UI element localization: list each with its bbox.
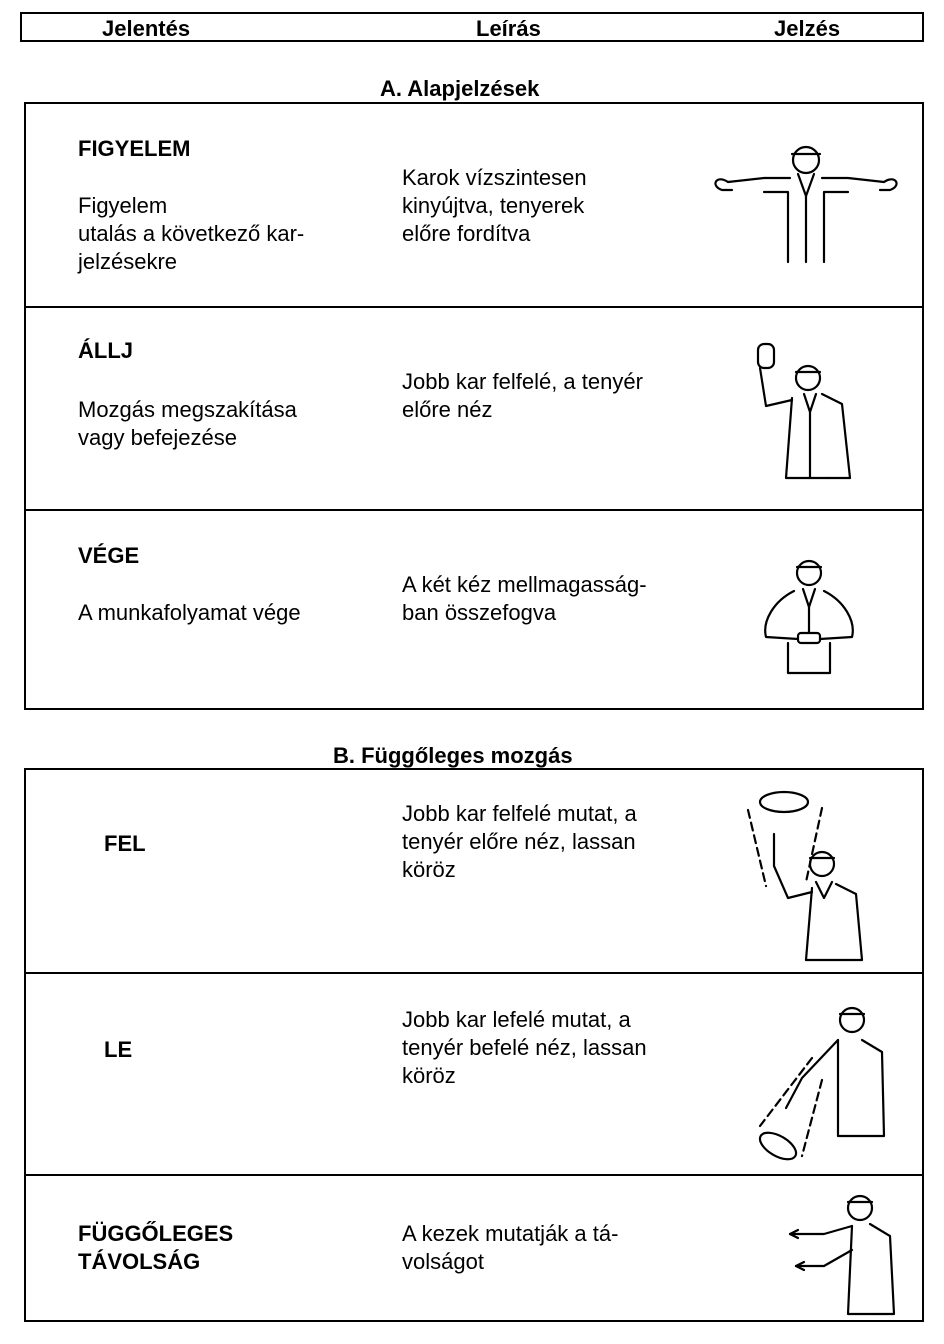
signal-up-icon [736, 786, 876, 964]
signal-title: FEL [104, 831, 146, 856]
signal-vertical-distance-icon [784, 1186, 924, 1321]
signal-row-vertical-distance [26, 1174, 922, 1324]
header-description: Leírás [476, 16, 541, 41]
header-meaning: Jelentés [102, 16, 191, 41]
signal-description: A két kéz mellmagasság- ban összefogva [402, 572, 647, 625]
column-header [20, 12, 924, 42]
signal-description: Jobb kar felfelé, a tenyér előre néz [402, 369, 643, 422]
signal-meaning: Figyelem utalás a következő kar- jelzésekre [78, 193, 305, 274]
section-a-panel [24, 102, 924, 710]
signal-title: FÜGGŐLEGES TÁVOLSÁG [78, 1221, 234, 1274]
signal-row-down [26, 972, 922, 1174]
signal-title: VÉGE [78, 543, 140, 568]
section-b-title: B. Függőleges mozgás [333, 743, 573, 768]
signal-row-stop [26, 306, 922, 509]
signal-end-icon [754, 551, 864, 681]
signal-title: LE [104, 1037, 133, 1062]
section-b-panel [24, 768, 924, 1322]
signal-down-icon [742, 996, 902, 1172]
signal-meaning: Mozgás megszakítása vagy befejezése [78, 397, 297, 450]
signal-row-end [26, 509, 922, 712]
signal-description: Jobb kar lefelé mutat, a tenyér befelé néz, lassan köröz [402, 1007, 647, 1088]
header-signal: Jelzés [774, 16, 841, 41]
signal-meaning: A munkafolyamat vége [78, 600, 301, 625]
signal-stop-icon [746, 338, 876, 483]
section-a-title: A. Alapjelzések [380, 76, 540, 101]
signal-row-attention [26, 104, 922, 306]
signal-title: ÁLLJ [78, 338, 133, 363]
signal-description: A kezek mutatják a tá- volságot [402, 1221, 619, 1274]
signal-attention-icon [706, 134, 906, 269]
signal-description: Karok vízszintesen kinyújtva, tenyerek előre fordítva [402, 165, 587, 246]
signal-description: Jobb kar felfelé mutat, a tenyér előre néz, lassan köröz [402, 801, 637, 882]
signal-row-up [26, 770, 922, 972]
signal-title: FIGYELEM [78, 136, 191, 161]
